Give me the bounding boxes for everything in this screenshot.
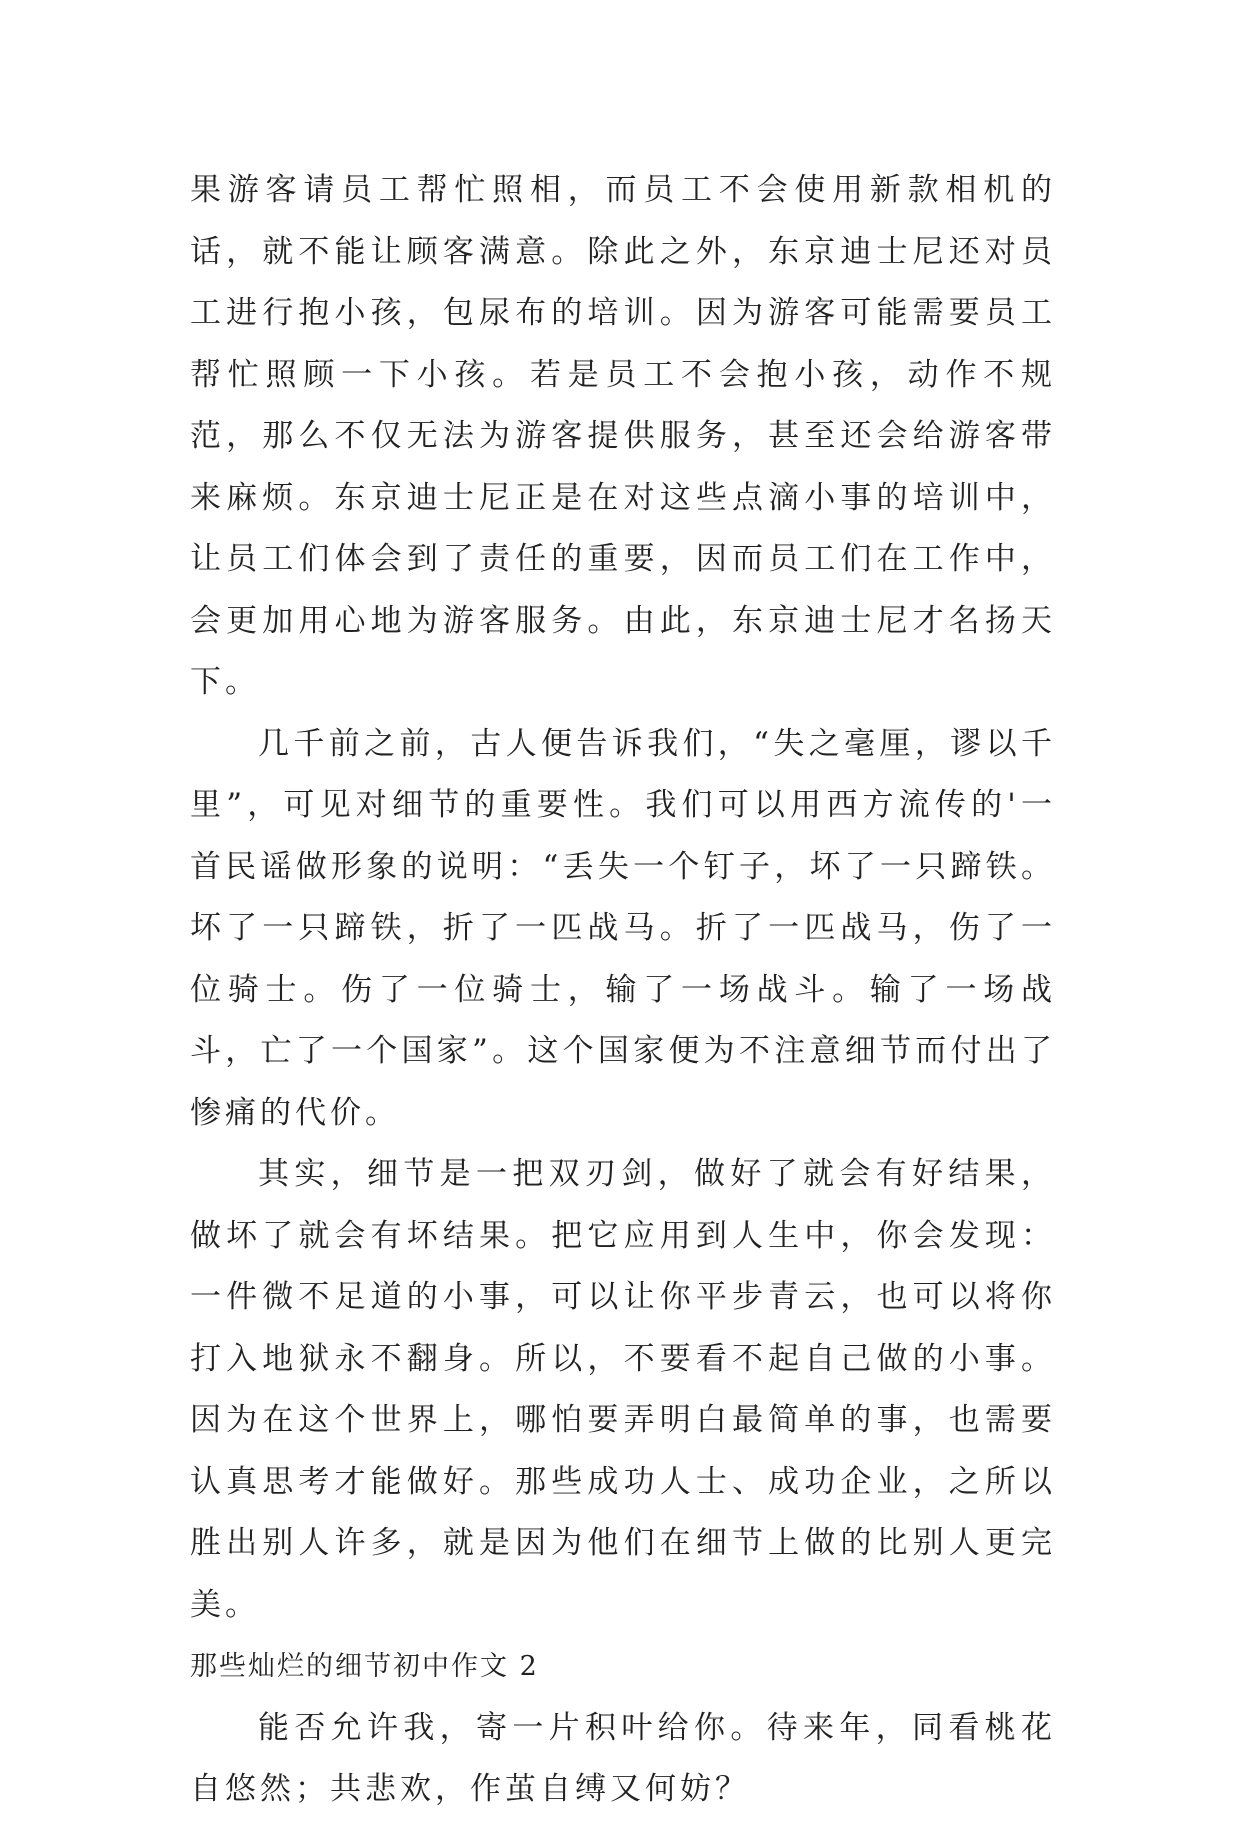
document-body [190, 160, 1056, 1821]
paragraph-essay-2-opening: 能否允许我，寄一片积叶给你。待来年，同看桃花自悠然；共悲欢，作茧自缚又何妨？ [190, 1709, 1056, 1807]
paragraph-continued: 果游客请员工帮忙照相，而员工不会使用新款相机的话，就不能让顾客满意。除此之外，东京迪士尼还对员工进行抱小孩，包尿布的培训。因为游客可能需要员工帮忙照顾一下小孩。若是员工不会抱小孩，动作不规范，那么不仅无法为游客提供服务，甚至还会给游客带来麻烦。东京迪士尼正是在对这些点滴小事的培训中，让员工们体会到了责任的重要，因而员工们在工作中，会更加用心地为游客服务。由此，东京迪士尼才名扬天下。 [190, 172, 1056, 700]
paragraph-ancient-saying: 几千前之前，古人便告诉我们，“失之毫厘，谬以千里”，可见对细节的重要性。我们可以用西方流传的'一首民谣做形象的说明：“丢失一个钉子，坏了一只蹄铁。坏了一只蹄铁，折了一匹战马。折了一匹战马，伤了一位骑士。伤了一位骑士，输了一场战斗。输了一场战斗，亡了一个国家”。这个国家便为不注意细节而付出了惨痛的代价。 [190, 725, 1056, 1131]
paragraph-double-edged-sword: 其实，细节是一把双刃剑，做好了就会有好结果，做坏了就会有坏结果。把它应用到人生中，你会发现：一件微不足道的小事，可以让你平步青云，也可以将你打入地狱永不翻身。所以，不要看不起自己做的小事。因为在这个世界上，哪怕要弄明白最简单的事，也需要认真思考才能做好。那些成功人士、成功企业，之所以胜出别人许多，就是因为他们在细节上做的比别人更完美。 [190, 1156, 1056, 1623]
section-title: 那些灿烂的细节初中作文 2 [190, 1651, 539, 1682]
